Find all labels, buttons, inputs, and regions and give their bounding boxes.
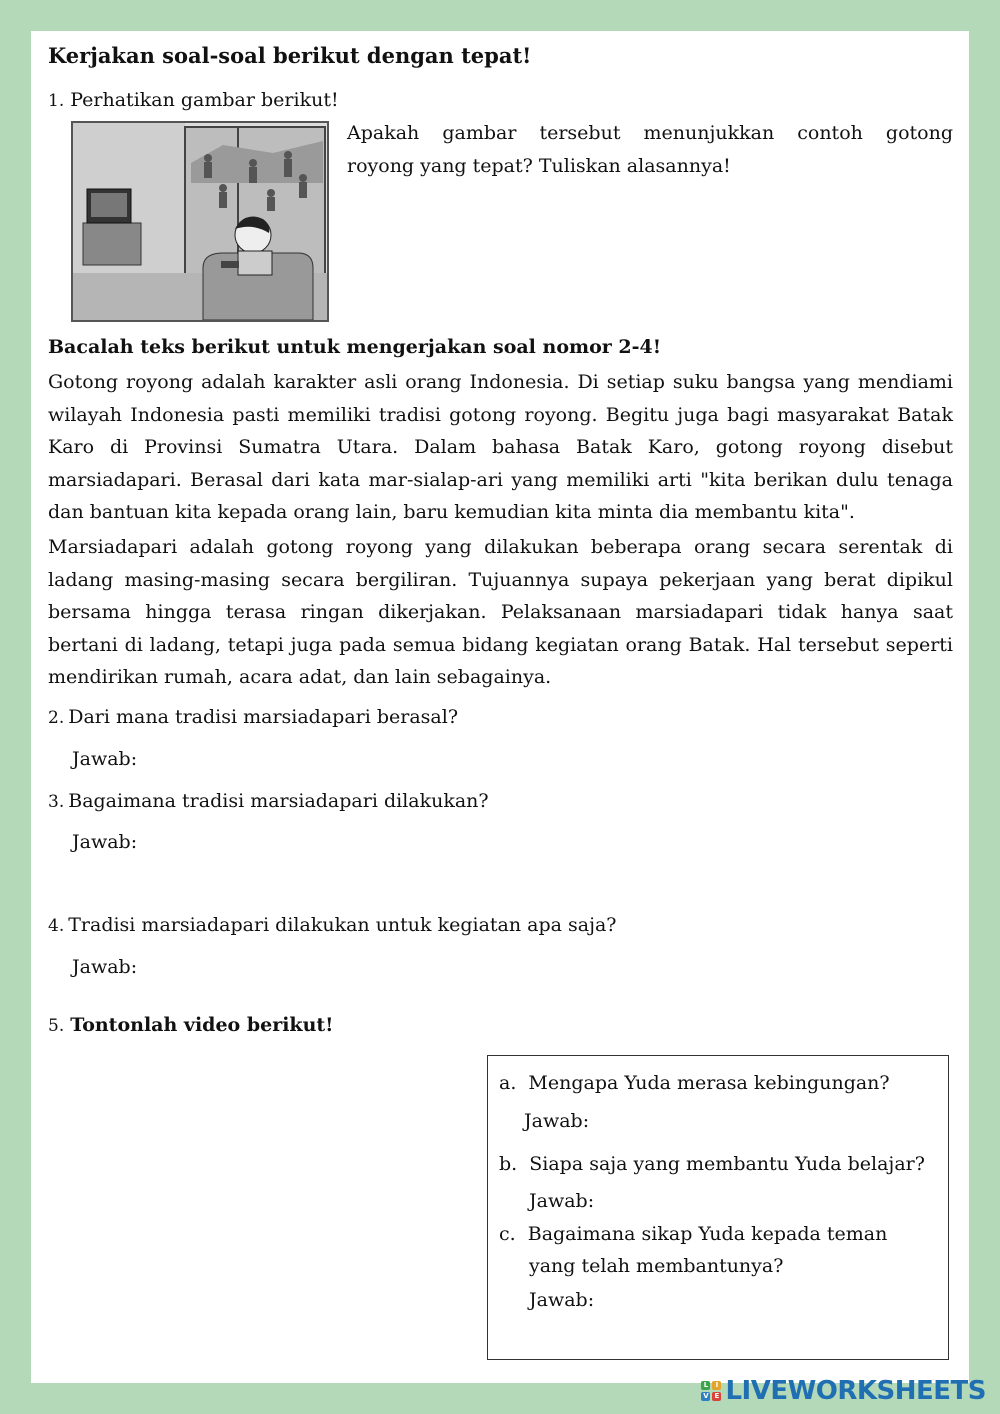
question-2-answer-label[interactable]: Jawab: (72, 748, 138, 770)
sub-question-c-answer-label[interactable]: Jawab: (529, 1289, 595, 1311)
question-1-prompt-line2: royong yang tepat? Tuliskan alasannya! (347, 155, 731, 177)
question-1-number: 1. (48, 91, 65, 111)
sub-question-b-answer-label[interactable]: Jawab: (529, 1190, 595, 1212)
sub-question-c-text-line1: Bagaimana sikap Yuda kepada teman (527, 1223, 888, 1245)
liveworksheets-logo[interactable] (701, 1376, 986, 1406)
sub-question-a-letter: a. (499, 1072, 517, 1094)
tv-watching-illustration (71, 121, 329, 322)
logo-letter-l: L (701, 1381, 710, 1390)
question-2-text: Dari mana tradisi marsiadapari berasal? (68, 706, 459, 728)
worksheet-title: Kerjakan soal-soal berikut dengan tepat! (48, 43, 532, 68)
question-3-number: 3. (48, 792, 65, 812)
question-2-number: 2. (48, 708, 65, 728)
sub-question-c-text-line2: yang telah membantunya? (529, 1255, 784, 1277)
question-4-number: 4. (48, 916, 65, 936)
question-1-prompt-line1: Apakah gambar tersebut menunjukkan contoh gotong (347, 122, 953, 144)
sub-question-a-text: Mengapa Yuda merasa kebingungan? (528, 1072, 890, 1094)
sub-question-b (499, 1153, 925, 1175)
question-1-prompt (347, 117, 953, 183)
sub-question-b-letter: b. (499, 1153, 518, 1175)
worksheet-page (31, 31, 969, 1383)
logo-letter-e: E (712, 1392, 721, 1401)
question-3-text: Bagaimana tradisi marsiadapari dilakukan? (68, 790, 489, 812)
sub-question-c-letter: c. (499, 1223, 516, 1245)
reading-heading: Bacalah teks berikut untuk mengerjakan soal nomor 2-4! (48, 336, 662, 358)
question-5-number: 5. (48, 1016, 65, 1036)
question-4 (48, 914, 617, 936)
reading-paragraph-1: Gotong royong adalah karakter asli orang Indonesia. Di setiap suku bangsa yang mendiami wilayah Indonesia pasti memiliki tradisi gotong royong. Begitu juga bagi masyarakat Batak Karo di Provinsi Sumatra Utara. Dalam bahasa Batak Karo, gotong royong disebut marsiadapari. Berasal dari kata mar-sialap-ari yang memiliki arti "kita berikan dulu tenaga dan bantuan kita kepada orang lain, baru kemudian kita minta dia membantu kita". (48, 371, 953, 524)
question-1-text: Perhatikan gambar berikut! (70, 89, 339, 111)
sub-question-a (499, 1072, 890, 1094)
liveworksheets-wordmark: LIVEWORKSHEETS (725, 1376, 986, 1406)
question-4-answer-label[interactable]: Jawab: (72, 956, 138, 978)
sub-question-c (499, 1223, 887, 1245)
question-5-text: Tontonlah video berikut! (70, 1014, 334, 1036)
question-1 (48, 89, 339, 111)
question-2 (48, 706, 458, 728)
reading-paragraph-2: Marsiadapari adalah gotong royong yang dilakukan beberapa orang secara serentak di ladang masing-masing secara bergiliran. Tujuannya supaya pekerjaan yang berat dipikul bersama hingga terasa ringan dikerjakan. Pelaksanaan marsiadapari tidak hanya saat bertani di ladang, tetapi juga pada semua bidang kegiatan orang Batak. Hal tersebut seperti mendirikan rumah, acara adat, dan lain sebagainya. (48, 536, 953, 689)
question-3 (48, 790, 489, 812)
question-5 (48, 1014, 334, 1036)
question-3-answer-label[interactable]: Jawab: (72, 831, 138, 853)
video-questions-box (487, 1055, 949, 1360)
question-4-text: Tradisi marsiadapari dilakukan untuk kegiatan apa saja? (68, 914, 617, 936)
logo-letter-v: V (703, 1392, 709, 1400)
sub-question-a-answer-label[interactable]: Jawab: (524, 1110, 590, 1132)
logo-letter-i: I (712, 1381, 721, 1390)
liveworksheets-logo-icon (701, 1381, 721, 1401)
sub-question-b-text: Siapa saja yang membantu Yuda belajar? (529, 1153, 925, 1175)
